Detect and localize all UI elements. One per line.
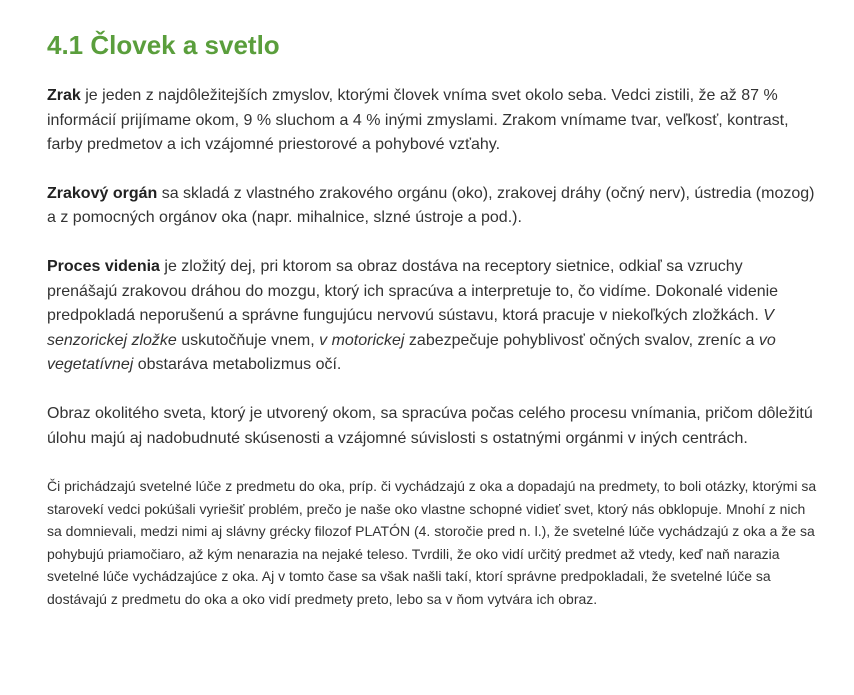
term-proces-videnia: Proces videnia xyxy=(47,257,160,275)
paragraph-history: Či prichádzajú svetelné lúče z predmetu do oka, príp. či vychádzajú z oka a dopadajú na predmety, to boli otázky, ktorými sa starovekí vedci pokúšali vyriešiť problém, prečo je naše oko vlastne schopné vidieť svet, ktorý nás obklopuje. Mnohí z nich sa domnievali, medzi nimi aj slávny grécky filozof PLATÓN (4. storočie pred n. l.), že svetelné lúče vychádzajú z oka a že sa pohybujú priamočiaro, až kým nenarazia na nejaké teleso. Tvrdili, že oko vidí určitý predmet až vtedy, keď naň narazia svetelné lúče vychádzajúce z oka. Aj v tomto čase sa však našli takí, ktorí správne predpokladali, že svetelné lúče sa dostávajú z predmetu do oka a oko vidí predmety preto, lebo sa v ňom vytvára ich obraz. xyxy=(47,478,817,607)
term-zrak: Zrak xyxy=(47,87,81,104)
paragraph-text: zabezpečuje pohyblivosť očných svalov, zreníc a xyxy=(404,331,759,349)
emphasis-motoricka: v motorickej xyxy=(319,331,405,349)
paragraph-text: je jeden z najdôležitejších zmyslov, ktorými človek vníma svet okolo seba. Vedci zistili, že až 87 % informácií prijímame okom, 9 % sluchom a 4 % inými zmyslami. Zrakom vnímame tvar, veľkosť, kontrast, farby predmetov a ich vzájomné priestorové a pohybové vzťahy. xyxy=(47,87,789,154)
paragraph-zrak xyxy=(47,84,817,158)
paragraph-zrakovy-organ xyxy=(47,182,817,231)
paragraph-text: uskutočňuje vnem, xyxy=(176,331,320,349)
paragraph-text: je zložitý dej, pri ktorom sa obraz dostáva na receptory sietnice, odkiaľ sa vzruchy prenášajú zrakovou dráhou do mozgu, ktorý ich spracúva a interpretuje to, čo vidíme. Dokonalé videnie predpokladá neporušenú a správne fungujúcu nervovú sústavu, ktorá pracuje v niekoľkých zložkách. xyxy=(47,257,779,325)
paragraph-text: sa skladá z vlastného zrakového orgánu (oko), zrakovej dráhy (očný nerv), ústredia (mozog) a z pomocných orgánov oka (napr. mihalnice, slzné ústroje a pod.). xyxy=(47,184,815,227)
page-title: 4.1 Človek a svetlo xyxy=(47,30,280,60)
paragraph-proces-videnia xyxy=(47,255,817,378)
paragraph-text: obstaráva metabolizmus očí. xyxy=(133,356,342,374)
term-zrakovy-organ: Zrakový orgán xyxy=(47,184,158,202)
emphasis-senzoricka: V senzorickej zložke xyxy=(47,307,774,349)
emphasis-vegetativna: vo vegetatívnej xyxy=(47,331,776,374)
paragraph-obraz: Obraz okolitého sveta, ktorý je utvorený okom, sa spracúva počas celého procesu vnímania, pričom dôležitú úlohu majú aj nadobudnuté skúsenosti a vzájomné súvislosti s ostatnými orgánmi v iných centrách. xyxy=(47,404,813,447)
